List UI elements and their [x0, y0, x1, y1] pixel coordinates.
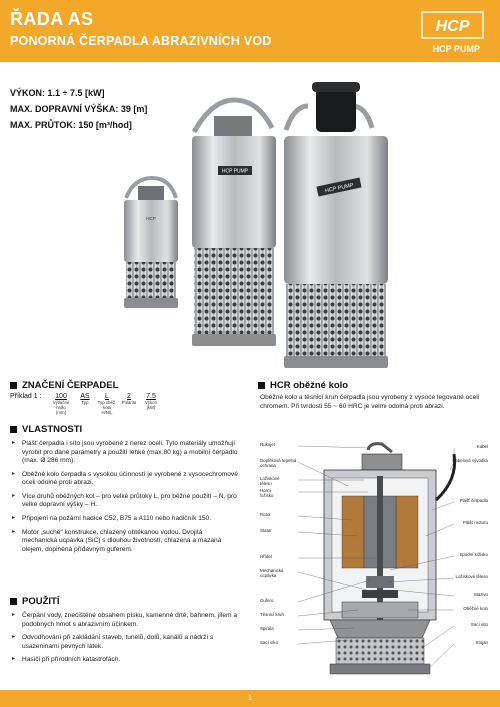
medium-pump	[192, 100, 276, 346]
spec-label: VÝKON:	[10, 88, 46, 98]
logo-wordmark: HCP PUMP	[432, 44, 480, 54]
designation-example	[10, 393, 210, 416]
caption-impeller: Typ oběž. kola H/N/L	[97, 400, 117, 415]
pump-cutaway-diagram	[258, 440, 490, 688]
diagram-label: Sací víko	[260, 640, 279, 645]
svg-text:HCP PUMP: HCP PUMP	[324, 182, 355, 195]
usage-heading: POUŽITÍ	[10, 596, 59, 607]
diagram-label: Kabelová vývodka	[452, 458, 488, 463]
designation-heading: ZNAČENÍ ČERPADEL	[10, 380, 118, 391]
spec-label: MAX. PRŮTOK:	[10, 120, 76, 130]
diagram-label: Ložiskové těleso	[260, 476, 280, 486]
footer-band	[0, 690, 500, 707]
code-impeller: L	[105, 393, 109, 400]
hcp-logo-icon	[421, 11, 484, 39]
diagram-label: Horní ložisko	[260, 488, 274, 498]
hcr-description: Oběžné kolo a těsnicí kruh čerpadla jsou vyrobeny z vysoce legované oceli chromem. Při tvrdosti 55 ~ 60 HRC je velmi odolná proti abrazi.	[260, 394, 480, 410]
example-label: Příklad 1 :	[10, 393, 42, 400]
pump-photo	[112, 70, 392, 370]
diagram-label: Mazivo	[474, 592, 488, 597]
diagram-label: Plášť čerpadla	[459, 498, 488, 503]
large-pump	[284, 82, 388, 368]
diagram-label: Stator	[260, 528, 272, 533]
diagram-label: Spodní ložisko	[459, 552, 488, 557]
list-item: ▸ Čerpání vody, znečištěné obsahem písku, kamenné drtě, bahnem, jílem a podobných hmot s abrazivním účinkem.	[12, 612, 238, 629]
svg-text:HCP PUMP: HCP PUMP	[221, 168, 249, 175]
list-item: ▸ Připojení na požární hadice C52, B75 a A110 nebo hadičník 150.	[12, 515, 238, 524]
spec-label: MAX. DOPRAVNÍ VÝŠKA:	[10, 104, 119, 114]
diagram-label: Sací síto	[470, 622, 488, 627]
page-subtitle: PONORNÁ ČERPADLA ABRAZIVNÍCH VOD	[10, 34, 272, 48]
page-number: 1	[247, 693, 253, 702]
svg-text:HCP: HCP	[435, 18, 470, 35]
diagram-label: Ložiskové těleso	[455, 574, 488, 579]
small-pump	[124, 178, 178, 308]
spec-value: 1.1 ÷ 7.5 [kW]	[47, 88, 105, 98]
spec-value: 150 [m³/hod]	[78, 120, 132, 130]
diagram-label: Mechanická ucpávka	[260, 568, 284, 578]
diagram-label: Rotor	[260, 512, 271, 517]
caption-type: Typ	[81, 400, 89, 405]
list-item: ▸ Hasiči při přírodních katastrofách.	[12, 656, 238, 665]
code-outlet: 100	[55, 393, 67, 400]
svg-text:HCP: HCP	[146, 216, 156, 221]
diagram-label: Oběžné kolo	[463, 606, 488, 611]
diagram-label: Hřídel	[260, 554, 272, 559]
list-item: ▸ Oběžné kolo čerpadla s vysokou účinností je vyrobené z vysocechromové oceli odolné proti abrazi.	[12, 471, 238, 488]
list-item: ▸ Více druhů oběžných kol – pro velké průtoky L, pro běžné použití – N, pro velké dopravní výšky – H.	[12, 493, 238, 510]
section-square-icon	[10, 426, 17, 433]
properties-heading: VLASTNOSTI	[10, 424, 82, 435]
section-square-icon	[10, 382, 17, 389]
diagram-label: Kabel	[476, 444, 488, 449]
caption-outlet: Výtlačné hrdlo [mm]	[52, 400, 70, 415]
diagram-label: Gufero	[260, 598, 274, 603]
page-title: ŘADA AS	[10, 9, 94, 29]
diagram-label: Doplňková tepelná ochrana	[260, 458, 297, 468]
code-power: 7.5	[146, 393, 156, 400]
caption-power: Výkon [kW]	[145, 400, 157, 410]
header-band	[0, 0, 500, 62]
diagram-label: Spirála	[260, 626, 274, 631]
usage-list	[12, 612, 238, 670]
diagram-label: Těsnicí kruh	[260, 612, 284, 617]
section-square-icon	[258, 382, 265, 389]
spec-value: 39 [m]	[120, 104, 148, 114]
properties-list	[12, 440, 238, 559]
list-item: ▸ Odvodňování při zakládání staveb, tunelů, dolů, kanálů a nádrží s usazeninami pevných látek.	[12, 634, 238, 651]
diagram-label: Rukojeť	[260, 442, 276, 447]
diagram-label: Plášť motoru	[462, 520, 488, 525]
code-type: AS	[80, 393, 90, 400]
caption-polarity: Polarita	[121, 400, 137, 405]
hcr-heading: HCR oběžné kolo	[258, 380, 348, 391]
list-item: ▸ Motor „suché“ konstrukce, chlazený obtékanou vodou. Dvojitá mechanická ucpávka (SiC) s dlouhou životností, chlazená a mazaná olejem, doplněná přídavným guferem.	[12, 529, 238, 555]
list-item: ▸ Plášť čerpadla i síto jsou vyrobené z nerez oceli. Tyto materiály umožňují vyrobit pro dané parametry a použití lehké (max.80 kg) a mobilní čerpadlo (max. Ø 286 mm).	[12, 440, 238, 466]
diagram-label: Stojan	[475, 640, 488, 645]
code-polarity: 2	[127, 393, 131, 400]
section-square-icon	[10, 598, 17, 605]
